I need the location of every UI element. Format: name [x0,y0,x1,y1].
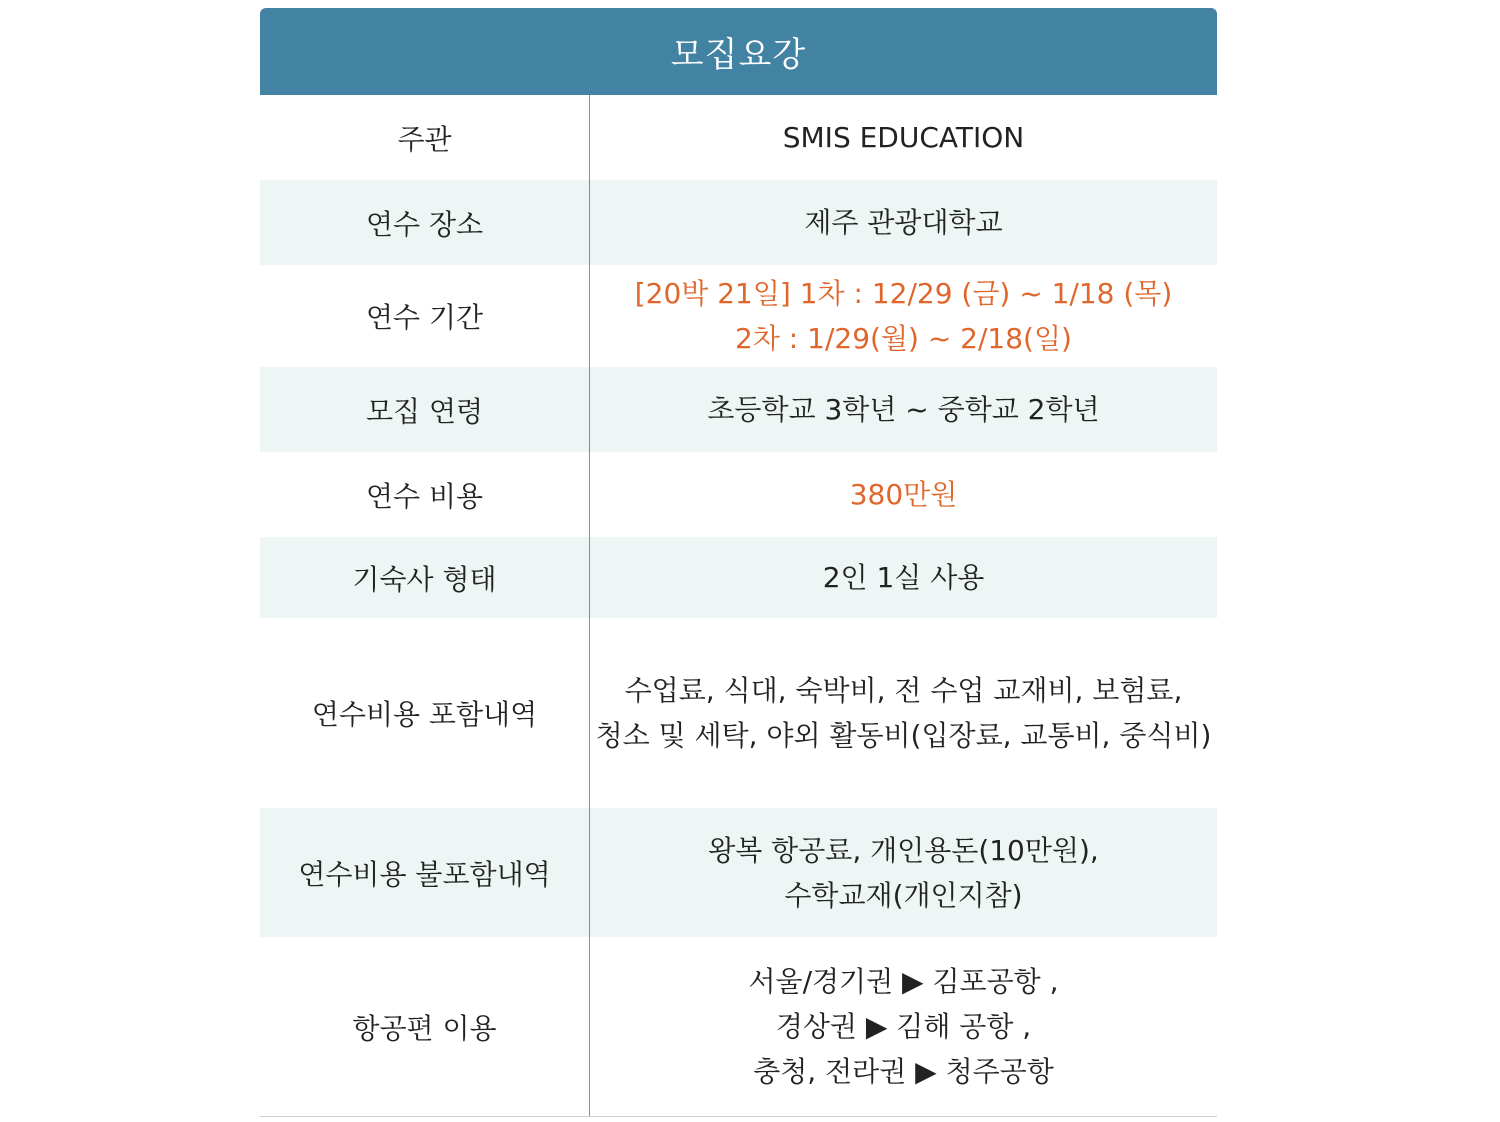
row-label: 연수비용 불포함내역 [260,808,590,937]
row-value [590,808,1217,937]
row-label: 연수 장소 [260,180,590,265]
table-header [260,8,1217,95]
value-line: 초등학교 3학년 ~ 중학교 2학년 [707,393,1100,426]
row-value [590,537,1217,618]
value-line: 서울/경기권 ▶ 김포공항 , [748,965,1059,998]
value-line: 청소 및 세탁, 야외 활동비(입장료, 교통비, 중식비) [595,719,1212,752]
table-bottom-border [260,1116,1217,1117]
value-line: 2인 1실 사용 [822,561,985,594]
value-line: 380만원 [849,478,958,511]
row-cost [260,452,1217,537]
value-line: 수학교재(개인지참) [784,878,1023,912]
row-value [590,452,1217,537]
row-label: 연수 기간 [260,265,590,367]
row-value [590,618,1217,808]
value-line: 충청, 전라권 ▶ 청주공항 [753,1055,1054,1088]
row-value [590,95,1217,180]
row-organizer [260,95,1217,180]
recruitment-table [260,8,1217,1117]
value-line: 수업료, 식대, 숙박비, 전 수업 교재비, 보험료, [624,674,1183,707]
row-value [590,265,1217,367]
row-flights [260,937,1217,1116]
value-line: SMIS EDUCATION [782,121,1025,154]
value-line: 제주 관광대학교 [804,206,1003,239]
row-label: 기숙사 형태 [260,537,590,618]
value-line: 왕복 항공료, 개인용돈(10만원), [708,833,1099,867]
row-value [590,937,1217,1116]
value-line: 경상권 ▶ 김해 공항 , [775,1010,1032,1043]
row-label: 항공편 이용 [260,937,590,1116]
row-value [590,180,1217,265]
value-line: [20박 21일] 1차 : 12/29 (금) ~ 1/18 (목) [634,277,1173,310]
row-age [260,367,1217,452]
row-value [590,367,1217,452]
row-included [260,618,1217,808]
value-line: 2차 : 1/29(월) ~ 2/18(일) [735,322,1072,355]
row-label: 연수비용 포함내역 [260,618,590,808]
row-location [260,180,1217,265]
row-label: 모집 연령 [260,367,590,452]
table-title: 모집요강 [670,35,807,75]
row-label: 연수 비용 [260,452,590,537]
row-label: 주관 [260,95,590,180]
row-excluded [260,808,1217,937]
row-period [260,265,1217,367]
row-dormitory [260,537,1217,618]
